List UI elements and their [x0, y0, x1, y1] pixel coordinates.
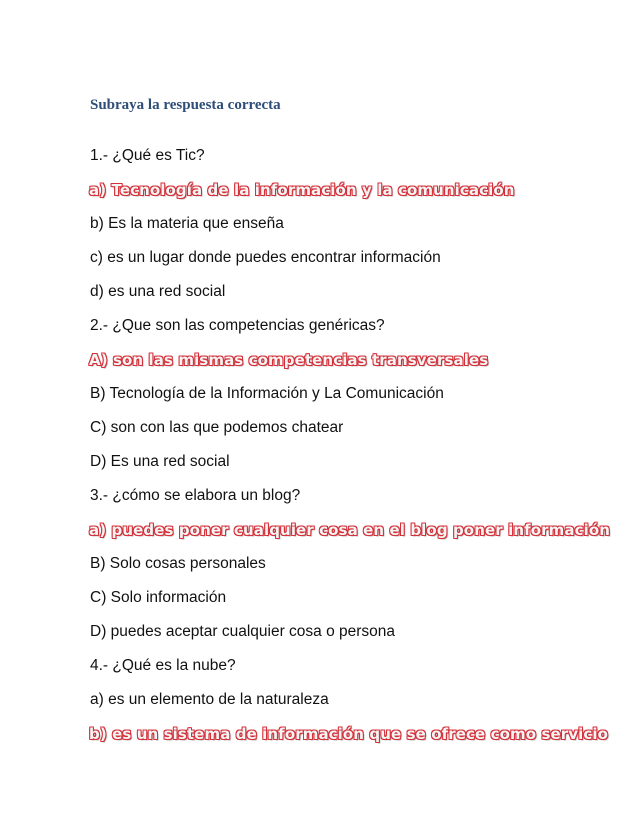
option-3c: C) Solo información [90, 589, 227, 606]
option-2d: D) Es una red social [90, 453, 230, 470]
question-2: 2.- ¿Que son las competencias genéricas? [90, 317, 385, 334]
answer-1-correct: a) Tecnología de la información y la comunicación [89, 181, 515, 199]
question-4: 4.- ¿Qué es la nube? [90, 657, 236, 674]
option-4a: a) es un elemento de la naturaleza [90, 691, 329, 708]
option-1d: d) es una red social [90, 283, 226, 300]
option-1c: c) es un lugar donde puedes encontrar información [90, 249, 441, 266]
answer-4-correct: b) es un sistema de información que se ofrece como servicio [89, 725, 609, 743]
option-3d: D) puedes aceptar cualquier cosa o persona [90, 623, 396, 640]
answer-2-correct: A) son las mismas competencias transversales [89, 351, 489, 369]
option-3b: B) Solo cosas personales [90, 555, 266, 572]
answer-3-correct: a) puedes poner cualquier cosa en el blog poner información [89, 521, 611, 539]
question-1: 1.- ¿Qué es Tic? [90, 147, 205, 164]
question-3: 3.- ¿cómo se elabora un blog? [90, 487, 301, 504]
option-2b: B) Tecnología de la Información y La Comunicación [90, 385, 444, 402]
page-title: Subraya la respuesta correcta [90, 97, 281, 113]
option-2c: C) son con las que podemos chatear [90, 419, 344, 436]
option-1b: b) Es la materia que enseña [90, 215, 284, 232]
